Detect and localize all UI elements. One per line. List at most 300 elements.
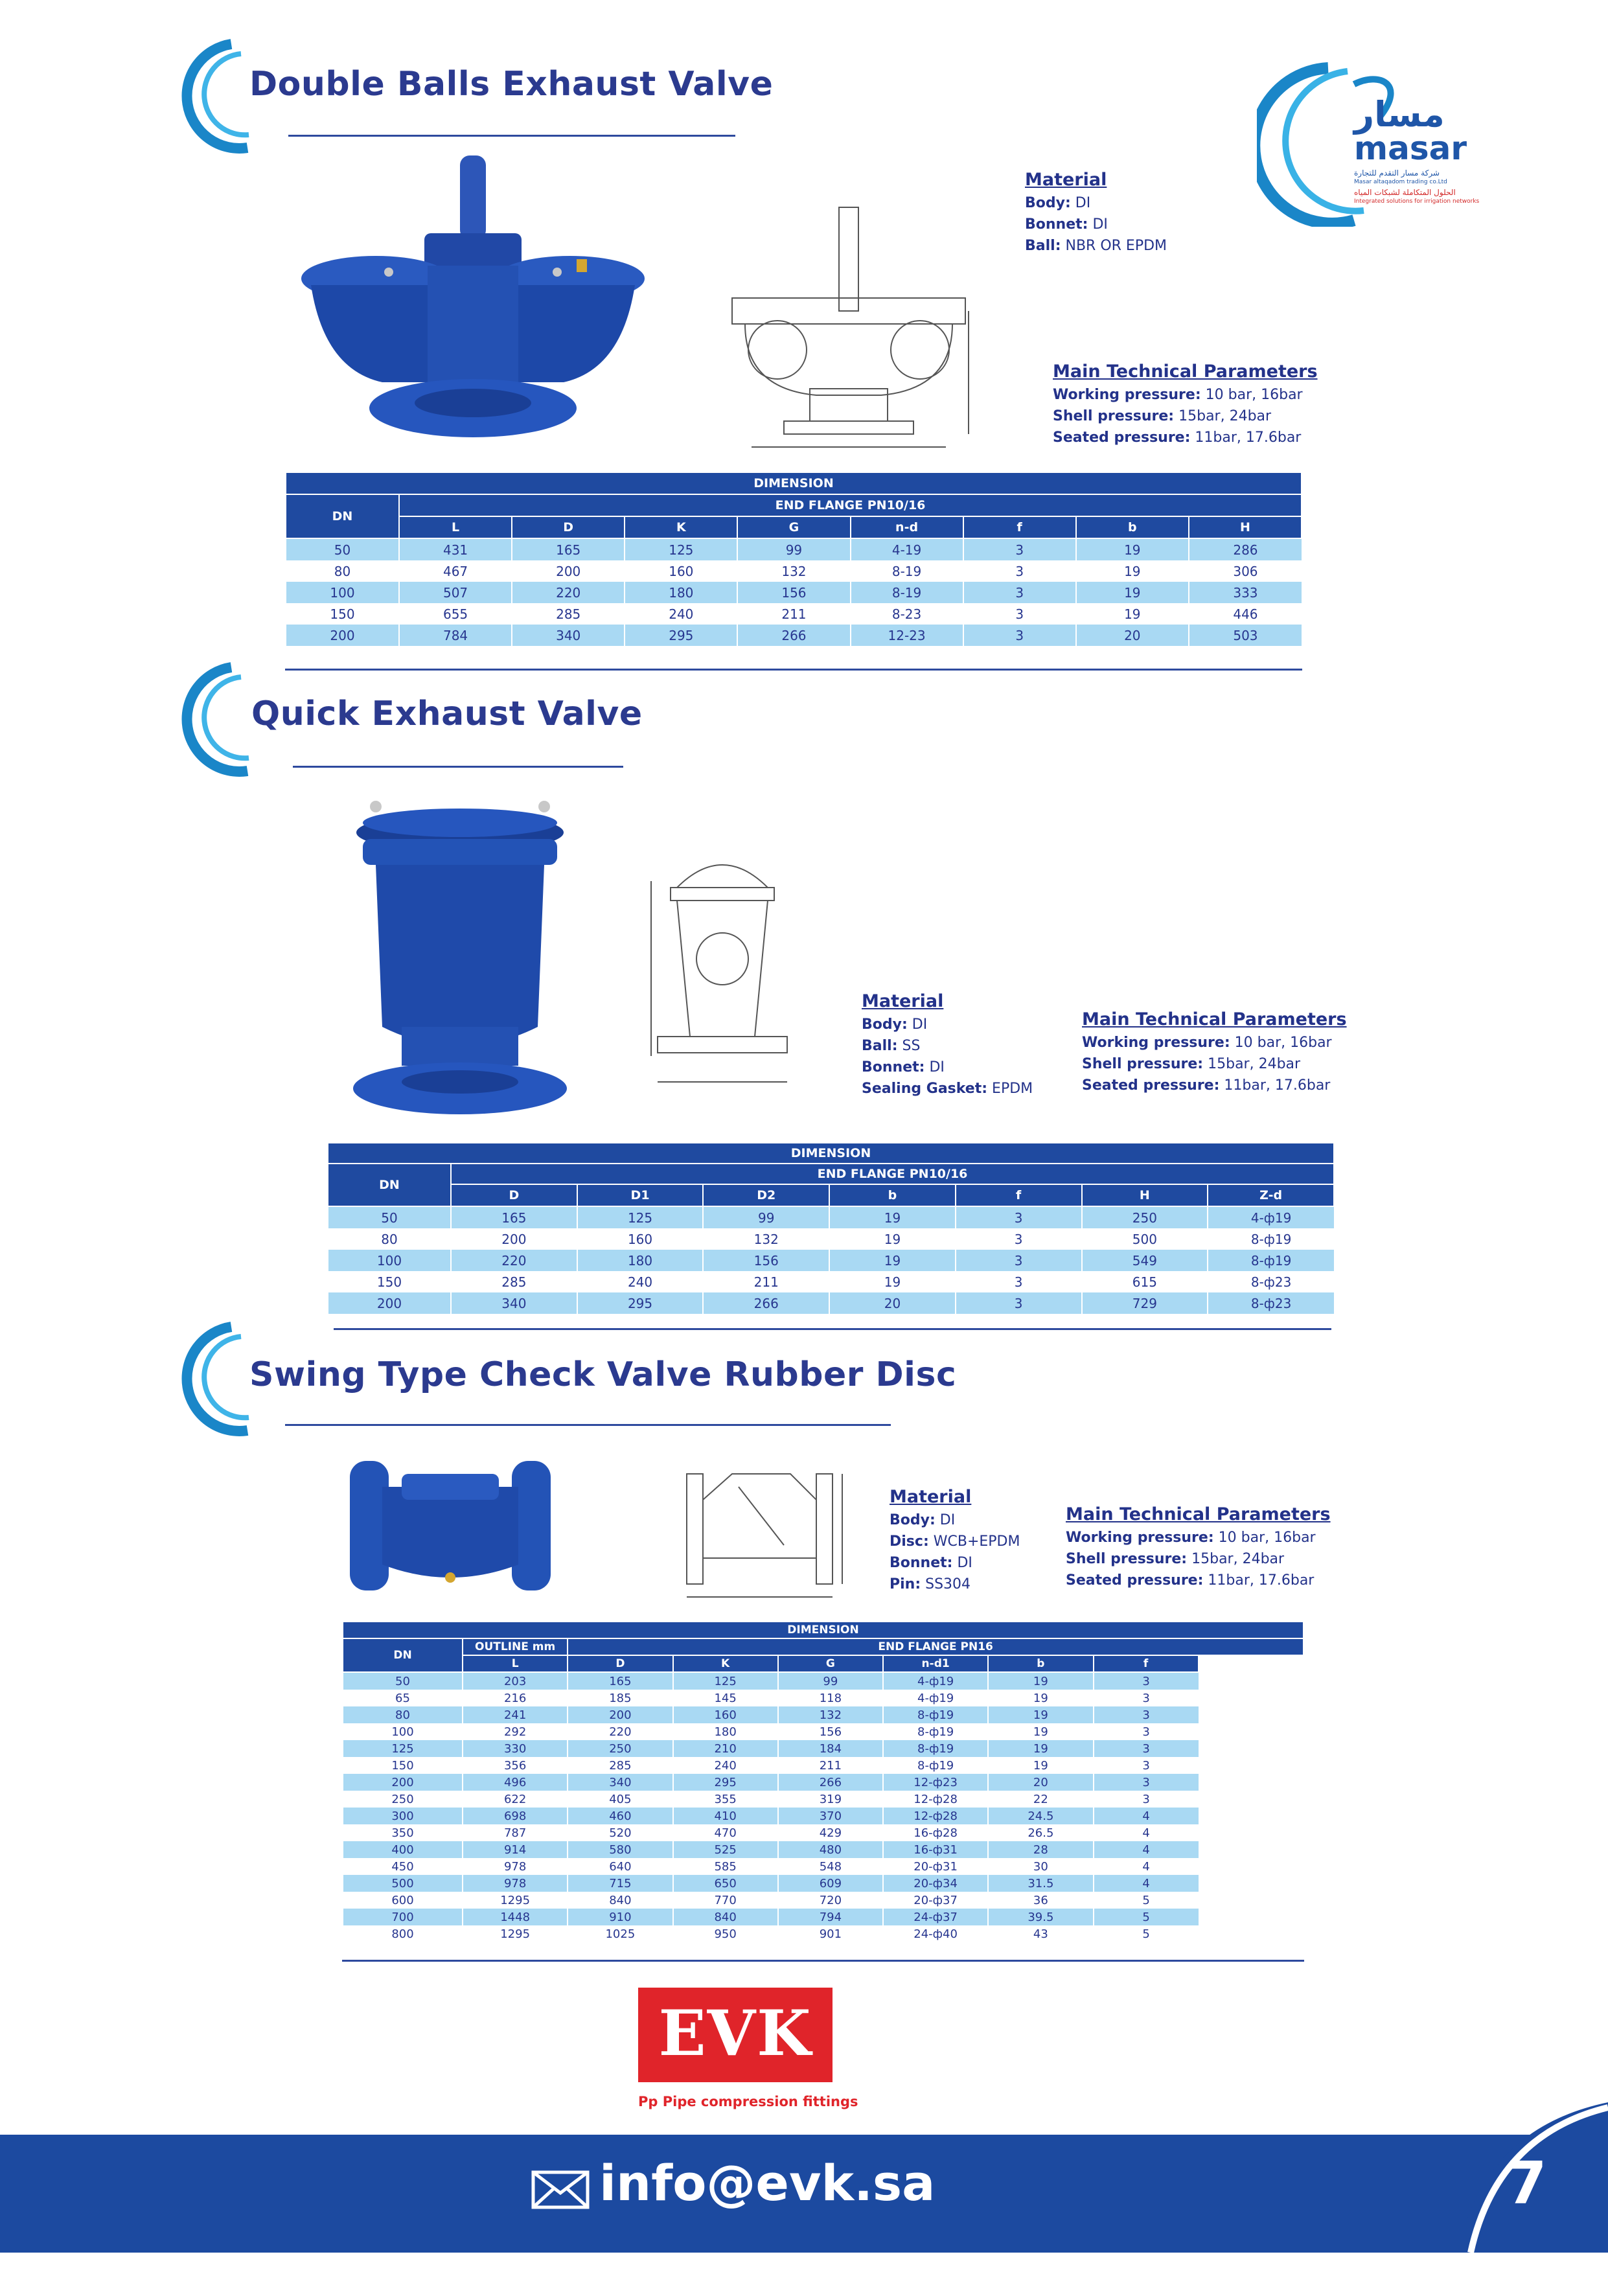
param-row: Shell pressure: 15bar, 24bar xyxy=(1053,408,1272,424)
table-cell: 16-ф31 xyxy=(883,1841,988,1858)
table-cell: 240 xyxy=(577,1271,704,1292)
table-cell: 211 xyxy=(703,1271,829,1292)
table-cell: 355 xyxy=(673,1791,778,1808)
table-cell: 20 xyxy=(829,1292,956,1314)
table-cell: 8-ф19 xyxy=(1208,1228,1334,1250)
table-row xyxy=(286,603,1302,625)
table-cell: 165 xyxy=(451,1206,577,1228)
column-header: L xyxy=(399,516,512,538)
dn-cell: 80 xyxy=(343,1706,463,1723)
dimension-table-s3 xyxy=(342,1621,1304,1942)
table-cell: 165 xyxy=(568,1672,672,1690)
table-cell: 1448 xyxy=(463,1909,568,1925)
table-cell: 19 xyxy=(988,1757,1093,1774)
table-cell: 580 xyxy=(568,1841,672,1858)
table-title: DIMENSION xyxy=(286,472,1302,494)
table-row xyxy=(286,538,1302,560)
table-cell: 794 xyxy=(778,1909,883,1925)
table-cell: 8-ф19 xyxy=(883,1706,988,1723)
param-row: Working pressure: 10 bar, 16bar xyxy=(1082,1035,1332,1051)
table-cell: 19 xyxy=(829,1250,956,1271)
params-block-s3 xyxy=(1066,1504,1331,1589)
table-row xyxy=(286,560,1302,582)
params-heading: Main Technical Parameters xyxy=(1066,1504,1331,1524)
table-row xyxy=(328,1250,1334,1271)
dn-cell: 50 xyxy=(286,538,399,560)
table-cell: 99 xyxy=(737,538,850,560)
dimension-table-s1 xyxy=(285,472,1302,646)
table-cell: 241 xyxy=(463,1706,568,1723)
table-cell: 3 xyxy=(1094,1774,1199,1791)
dn-cell: 800 xyxy=(343,1925,463,1942)
table-cell: 125 xyxy=(673,1672,778,1690)
table-cell: 500 xyxy=(1082,1228,1208,1250)
table-cell: 24-ф40 xyxy=(883,1925,988,1942)
table-cell: 729 xyxy=(1082,1292,1208,1314)
table-cell: 20-ф31 xyxy=(883,1858,988,1875)
table-cell: 655 xyxy=(399,603,512,625)
table-cell: 3 xyxy=(1094,1672,1199,1690)
table-cell: 24.5 xyxy=(988,1808,1093,1824)
title-underline xyxy=(288,135,735,137)
table-cell: 285 xyxy=(451,1271,577,1292)
table-cell: 840 xyxy=(568,1892,672,1909)
params-block-s1 xyxy=(1053,362,1318,446)
column-header: G xyxy=(778,1655,883,1672)
table-cell: 165 xyxy=(512,538,625,560)
table-cell: 3 xyxy=(956,1250,1082,1271)
table-cell: 200 xyxy=(568,1706,672,1723)
table-row xyxy=(343,1824,1304,1841)
table-cell: 978 xyxy=(463,1858,568,1875)
table-cell: 19 xyxy=(829,1271,956,1292)
table-cell: 285 xyxy=(568,1757,672,1774)
table-cell: 503 xyxy=(1189,625,1302,646)
table-cell: 132 xyxy=(703,1228,829,1250)
column-header: Z-d xyxy=(1208,1184,1334,1206)
dn-cell: 50 xyxy=(343,1672,463,1690)
material-row: Ball: SS xyxy=(862,1038,921,1054)
logo-line-4: Integrated solutions for irrigation networks xyxy=(1354,198,1480,205)
table-cell: 220 xyxy=(568,1723,672,1740)
outline-header: OUTLINE mm xyxy=(463,1638,568,1655)
table-cell: 31.5 xyxy=(988,1875,1093,1892)
title-underline xyxy=(285,1424,891,1426)
table-cell: 520 xyxy=(568,1824,672,1841)
table-cell: 125 xyxy=(625,538,737,560)
column-header: D xyxy=(451,1184,577,1206)
column-header: H xyxy=(1082,1184,1208,1206)
table-cell: 330 xyxy=(463,1740,568,1757)
table-cell: 12-ф23 xyxy=(883,1774,988,1791)
column-header: b xyxy=(829,1184,956,1206)
table-row xyxy=(343,1690,1304,1706)
table-cell: 132 xyxy=(778,1706,883,1723)
table-cell: 180 xyxy=(625,582,737,603)
material-heading: Material xyxy=(1025,170,1107,190)
table-cell: 8-19 xyxy=(851,560,963,582)
param-row: Shell pressure: 15bar, 24bar xyxy=(1082,1056,1301,1072)
table-cell: 125 xyxy=(577,1206,704,1228)
table-cell: 156 xyxy=(703,1250,829,1271)
table-cell: 480 xyxy=(778,1841,883,1858)
table-cell: 160 xyxy=(625,560,737,582)
logo-arabic: مسار xyxy=(1354,94,1445,135)
table-cell: 240 xyxy=(673,1757,778,1774)
table-cell: 4 xyxy=(1094,1841,1199,1858)
dimension-table-s2 xyxy=(327,1142,1335,1314)
column-header: b xyxy=(988,1655,1093,1672)
table-cell: 22 xyxy=(988,1791,1093,1808)
table-cell: 496 xyxy=(463,1774,568,1791)
quick-exhaust-valve-image xyxy=(350,794,570,1118)
table-cell: 715 xyxy=(568,1875,672,1892)
dn-cell: 150 xyxy=(286,603,399,625)
dn-cell: 700 xyxy=(343,1909,463,1925)
table-cell: 319 xyxy=(778,1791,883,1808)
table-cell: 507 xyxy=(399,582,512,603)
table-row xyxy=(343,1892,1304,1909)
dn-cell: 450 xyxy=(343,1858,463,1875)
table-row xyxy=(343,1841,1304,1858)
material-row: Bonnet: DI xyxy=(862,1059,945,1075)
table-cell: 20-ф34 xyxy=(883,1875,988,1892)
material-block-s2 xyxy=(862,991,1033,1097)
table-cell: 19 xyxy=(1076,582,1189,603)
table-cell: 5 xyxy=(1094,1909,1199,1925)
dn-cell: 350 xyxy=(343,1824,463,1841)
table-cell: 118 xyxy=(778,1690,883,1706)
table-cell: 3 xyxy=(1094,1791,1199,1808)
table-cell: 3 xyxy=(963,582,1076,603)
table-title: DIMENSION xyxy=(328,1143,1334,1164)
table-cell: 8-19 xyxy=(851,582,963,603)
table-row xyxy=(328,1206,1334,1228)
table-cell: 340 xyxy=(568,1774,672,1791)
column-header: f xyxy=(963,516,1076,538)
table-cell: 266 xyxy=(778,1774,883,1791)
table-cell: 770 xyxy=(673,1892,778,1909)
table-cell: 622 xyxy=(463,1791,568,1808)
table-cell: 3 xyxy=(1094,1757,1199,1774)
dn-cell: 400 xyxy=(343,1841,463,1858)
table-cell: 39.5 xyxy=(988,1909,1093,1925)
column-header: D xyxy=(568,1655,672,1672)
dn-cell: 100 xyxy=(328,1250,451,1271)
table-cell: 1295 xyxy=(463,1925,568,1942)
table-cell: 333 xyxy=(1189,582,1302,603)
material-heading: Material xyxy=(890,1487,972,1507)
param-row: Seated pressure: 11bar, 17.6bar xyxy=(1082,1077,1331,1094)
table-cell: 431 xyxy=(399,538,512,560)
table-cell: 295 xyxy=(673,1774,778,1791)
table-cell: 470 xyxy=(673,1824,778,1841)
table-cell: 1295 xyxy=(463,1892,568,1909)
table-cell: 20 xyxy=(988,1774,1093,1791)
table-row xyxy=(286,582,1302,603)
table-cell: 650 xyxy=(673,1875,778,1892)
table-cell: 340 xyxy=(451,1292,577,1314)
table-cell: 3 xyxy=(963,560,1076,582)
evk-logo xyxy=(638,1988,833,2082)
table-cell: 549 xyxy=(1082,1250,1208,1271)
params-heading: Main Technical Parameters xyxy=(1053,362,1318,382)
table-cell: 720 xyxy=(778,1892,883,1909)
table-cell: 525 xyxy=(673,1841,778,1858)
table-cell: 3 xyxy=(1094,1690,1199,1706)
section-title-quick-exhaust: Quick Exhaust Valve xyxy=(251,695,643,733)
table-cell: 156 xyxy=(737,582,850,603)
table-cell: 211 xyxy=(737,603,850,625)
table-row xyxy=(343,1909,1304,1925)
table-cell: 19 xyxy=(988,1723,1093,1740)
dn-cell: 200 xyxy=(286,625,399,646)
material-block-s1 xyxy=(1025,170,1167,254)
page-number: 7 xyxy=(1506,2150,1547,2218)
table-cell: 1025 xyxy=(568,1925,672,1942)
table-cell: 211 xyxy=(778,1757,883,1774)
table-underline xyxy=(342,1960,1304,1962)
logo-line-1: شركة مسار التقدم للتجارة xyxy=(1354,168,1440,178)
table-cell: 240 xyxy=(625,603,737,625)
param-row: Shell pressure: 15bar, 24bar xyxy=(1066,1551,1285,1567)
logo-latin: masar xyxy=(1354,130,1467,167)
table-cell: 160 xyxy=(577,1228,704,1250)
group-header: END FLANGE PN16 xyxy=(568,1638,1304,1655)
dn-cell: 250 xyxy=(343,1791,463,1808)
table-cell: 3 xyxy=(956,1206,1082,1228)
material-block-s3 xyxy=(890,1487,1020,1592)
table-cell: 4 xyxy=(1094,1858,1199,1875)
table-cell: 16-ф28 xyxy=(883,1824,988,1841)
double-balls-drawing xyxy=(719,194,978,453)
table-cell: 180 xyxy=(577,1250,704,1271)
column-header: D2 xyxy=(703,1184,829,1206)
table-cell: 405 xyxy=(568,1791,672,1808)
table-row xyxy=(328,1228,1334,1250)
table-cell: 19 xyxy=(1076,538,1189,560)
table-cell: 3 xyxy=(1094,1706,1199,1723)
table-row xyxy=(343,1858,1304,1875)
table-cell: 356 xyxy=(463,1757,568,1774)
table-cell: 8-ф19 xyxy=(883,1757,988,1774)
dn-cell: 500 xyxy=(343,1875,463,1892)
table-cell: 99 xyxy=(778,1672,883,1690)
table-cell: 250 xyxy=(568,1740,672,1757)
footer-email[interactable]: info@evk.sa xyxy=(599,2154,936,2212)
table-cell: 3 xyxy=(956,1271,1082,1292)
table-row xyxy=(343,1740,1304,1757)
dn-cell: 200 xyxy=(343,1774,463,1791)
table-cell: 132 xyxy=(737,560,850,582)
table-cell: 295 xyxy=(577,1292,704,1314)
table-cell: 19 xyxy=(829,1228,956,1250)
table-cell: 978 xyxy=(463,1875,568,1892)
table-cell: 8-ф19 xyxy=(883,1723,988,1740)
table-row xyxy=(343,1672,1304,1690)
table-cell: 370 xyxy=(778,1808,883,1824)
table-cell: 787 xyxy=(463,1824,568,1841)
table-cell: 4-ф19 xyxy=(883,1690,988,1706)
dn-cell: 600 xyxy=(343,1892,463,1909)
quick-exhaust-drawing xyxy=(638,842,813,1101)
table-cell: 266 xyxy=(737,625,850,646)
column-header: L xyxy=(463,1655,568,1672)
table-cell: 615 xyxy=(1082,1271,1208,1292)
table-row xyxy=(328,1271,1334,1292)
title-underline xyxy=(293,766,623,768)
dn-cell: 80 xyxy=(328,1228,451,1250)
table-cell: 292 xyxy=(463,1723,568,1740)
table-cell: 306 xyxy=(1189,560,1302,582)
table-cell: 26.5 xyxy=(988,1824,1093,1841)
table-cell: 429 xyxy=(778,1824,883,1841)
table-cell: 609 xyxy=(778,1875,883,1892)
table-cell: 410 xyxy=(673,1808,778,1824)
double-balls-valve-image xyxy=(298,149,661,447)
table-cell: 8-ф23 xyxy=(1208,1271,1334,1292)
column-header: D1 xyxy=(577,1184,704,1206)
table-cell: 36 xyxy=(988,1892,1093,1909)
table-cell: 250 xyxy=(1082,1206,1208,1228)
table-cell: 4-19 xyxy=(851,538,963,560)
table-cell: 24-ф37 xyxy=(883,1909,988,1925)
table-cell: 285 xyxy=(512,603,625,625)
table-cell: 19 xyxy=(1076,603,1189,625)
column-header: f xyxy=(956,1184,1082,1206)
table-row xyxy=(343,1757,1304,1774)
table-cell: 28 xyxy=(988,1841,1093,1858)
table-row xyxy=(286,625,1302,646)
table-cell: 4-ф19 xyxy=(1208,1206,1334,1228)
table-cell: 585 xyxy=(673,1858,778,1875)
table-cell: 200 xyxy=(512,560,625,582)
table-cell: 12-23 xyxy=(851,625,963,646)
logo-line-2: Masar altaqadom trading co.Ltd xyxy=(1354,179,1447,185)
table-cell: 19 xyxy=(988,1740,1093,1757)
dn-cell: 65 xyxy=(343,1690,463,1706)
table-cell: 180 xyxy=(673,1723,778,1740)
dn-cell: 100 xyxy=(343,1723,463,1740)
table-cell: 220 xyxy=(512,582,625,603)
param-row: Working pressure: 10 bar, 16bar xyxy=(1066,1530,1316,1546)
table-row xyxy=(343,1875,1304,1892)
section-title-swing-check: Swing Type Check Valve Rubber Disc xyxy=(249,1355,957,1394)
table-title: DIMENSION xyxy=(343,1622,1304,1638)
table-cell: 20-ф37 xyxy=(883,1892,988,1909)
table-row xyxy=(343,1791,1304,1808)
table-cell: 266 xyxy=(703,1292,829,1314)
table-cell: 950 xyxy=(673,1925,778,1942)
material-heading: Material xyxy=(862,991,944,1011)
dn-cell: 125 xyxy=(343,1740,463,1757)
table-row xyxy=(343,1774,1304,1791)
table-cell: 12-ф28 xyxy=(883,1791,988,1808)
column-header: b xyxy=(1076,516,1189,538)
logo-line-3: الحلول المتكاملة لشبكات المياه xyxy=(1354,188,1456,197)
table-cell: 4 xyxy=(1094,1808,1199,1824)
table-cell: 784 xyxy=(399,625,512,646)
table-row xyxy=(343,1723,1304,1740)
table-cell: 216 xyxy=(463,1690,568,1706)
table-cell: 203 xyxy=(463,1672,568,1690)
dn-header: DN xyxy=(343,1638,463,1672)
table-cell: 8-ф19 xyxy=(883,1740,988,1757)
table-cell: 43 xyxy=(988,1925,1093,1942)
column-header: n-d1 xyxy=(883,1655,988,1672)
table-cell: 901 xyxy=(778,1925,883,1942)
table-cell: 446 xyxy=(1189,603,1302,625)
mail-icon xyxy=(531,2170,590,2209)
material-row: Body: DI xyxy=(890,1512,956,1528)
table-cell: 3 xyxy=(963,603,1076,625)
table-cell: 295 xyxy=(625,625,737,646)
table-cell: 4 xyxy=(1094,1875,1199,1892)
table-cell: 19 xyxy=(829,1206,956,1228)
group-header: END FLANGE PN10/16 xyxy=(451,1164,1334,1184)
table-cell: 467 xyxy=(399,560,512,582)
table-row xyxy=(328,1292,1334,1314)
table-cell: 5 xyxy=(1094,1925,1199,1942)
table-cell: 914 xyxy=(463,1841,568,1858)
table-cell: 3 xyxy=(963,538,1076,560)
param-row: Working pressure: 10 bar, 16bar xyxy=(1053,387,1303,403)
section-title-double-balls: Double Balls Exhaust Valve xyxy=(249,65,774,104)
table-cell: 548 xyxy=(778,1858,883,1875)
dn-cell: 200 xyxy=(328,1292,451,1314)
swing-check-drawing xyxy=(667,1448,862,1610)
column-header: G xyxy=(737,516,850,538)
table-cell: 8-23 xyxy=(851,603,963,625)
column-header: K xyxy=(673,1655,778,1672)
column-header: D xyxy=(512,516,625,538)
table-cell: 30 xyxy=(988,1858,1093,1875)
table-cell: 19 xyxy=(988,1690,1093,1706)
dn-cell: 150 xyxy=(328,1271,451,1292)
material-row: Bonnet: DI xyxy=(1025,216,1108,233)
table-cell: 12-ф28 xyxy=(883,1808,988,1824)
group-header: END FLANGE PN10/16 xyxy=(399,494,1302,516)
table-cell: 910 xyxy=(568,1909,672,1925)
material-row: Sealing Gasket: EPDM xyxy=(862,1081,1033,1097)
table-cell: 698 xyxy=(463,1808,568,1824)
dn-cell: 100 xyxy=(286,582,399,603)
swing-check-valve-image xyxy=(343,1448,557,1603)
dn-cell: 300 xyxy=(343,1808,463,1824)
table-underline xyxy=(334,1328,1331,1330)
table-cell: 8-ф23 xyxy=(1208,1292,1334,1314)
table-cell: 4 xyxy=(1094,1824,1199,1841)
column-header: H xyxy=(1189,516,1302,538)
table-cell: 156 xyxy=(778,1723,883,1740)
table-cell: 19 xyxy=(1076,560,1189,582)
dn-cell: 150 xyxy=(343,1757,463,1774)
column-header: n-d xyxy=(851,516,963,538)
material-row: Disc: WCB+EPDM xyxy=(890,1533,1020,1550)
column-header: K xyxy=(625,516,737,538)
table-cell: 20 xyxy=(1076,625,1189,646)
table-cell: 210 xyxy=(673,1740,778,1757)
dn-cell: 80 xyxy=(286,560,399,582)
column-header: f xyxy=(1094,1655,1199,1672)
table-cell: 3 xyxy=(1094,1740,1199,1757)
material-row: Body: DI xyxy=(862,1016,928,1033)
table-cell: 286 xyxy=(1189,538,1302,560)
table-underline xyxy=(285,669,1302,671)
evk-logo-text: EVK xyxy=(658,1997,812,2070)
material-row: Bonnet: DI xyxy=(890,1555,972,1571)
dn-cell: 50 xyxy=(328,1206,451,1228)
